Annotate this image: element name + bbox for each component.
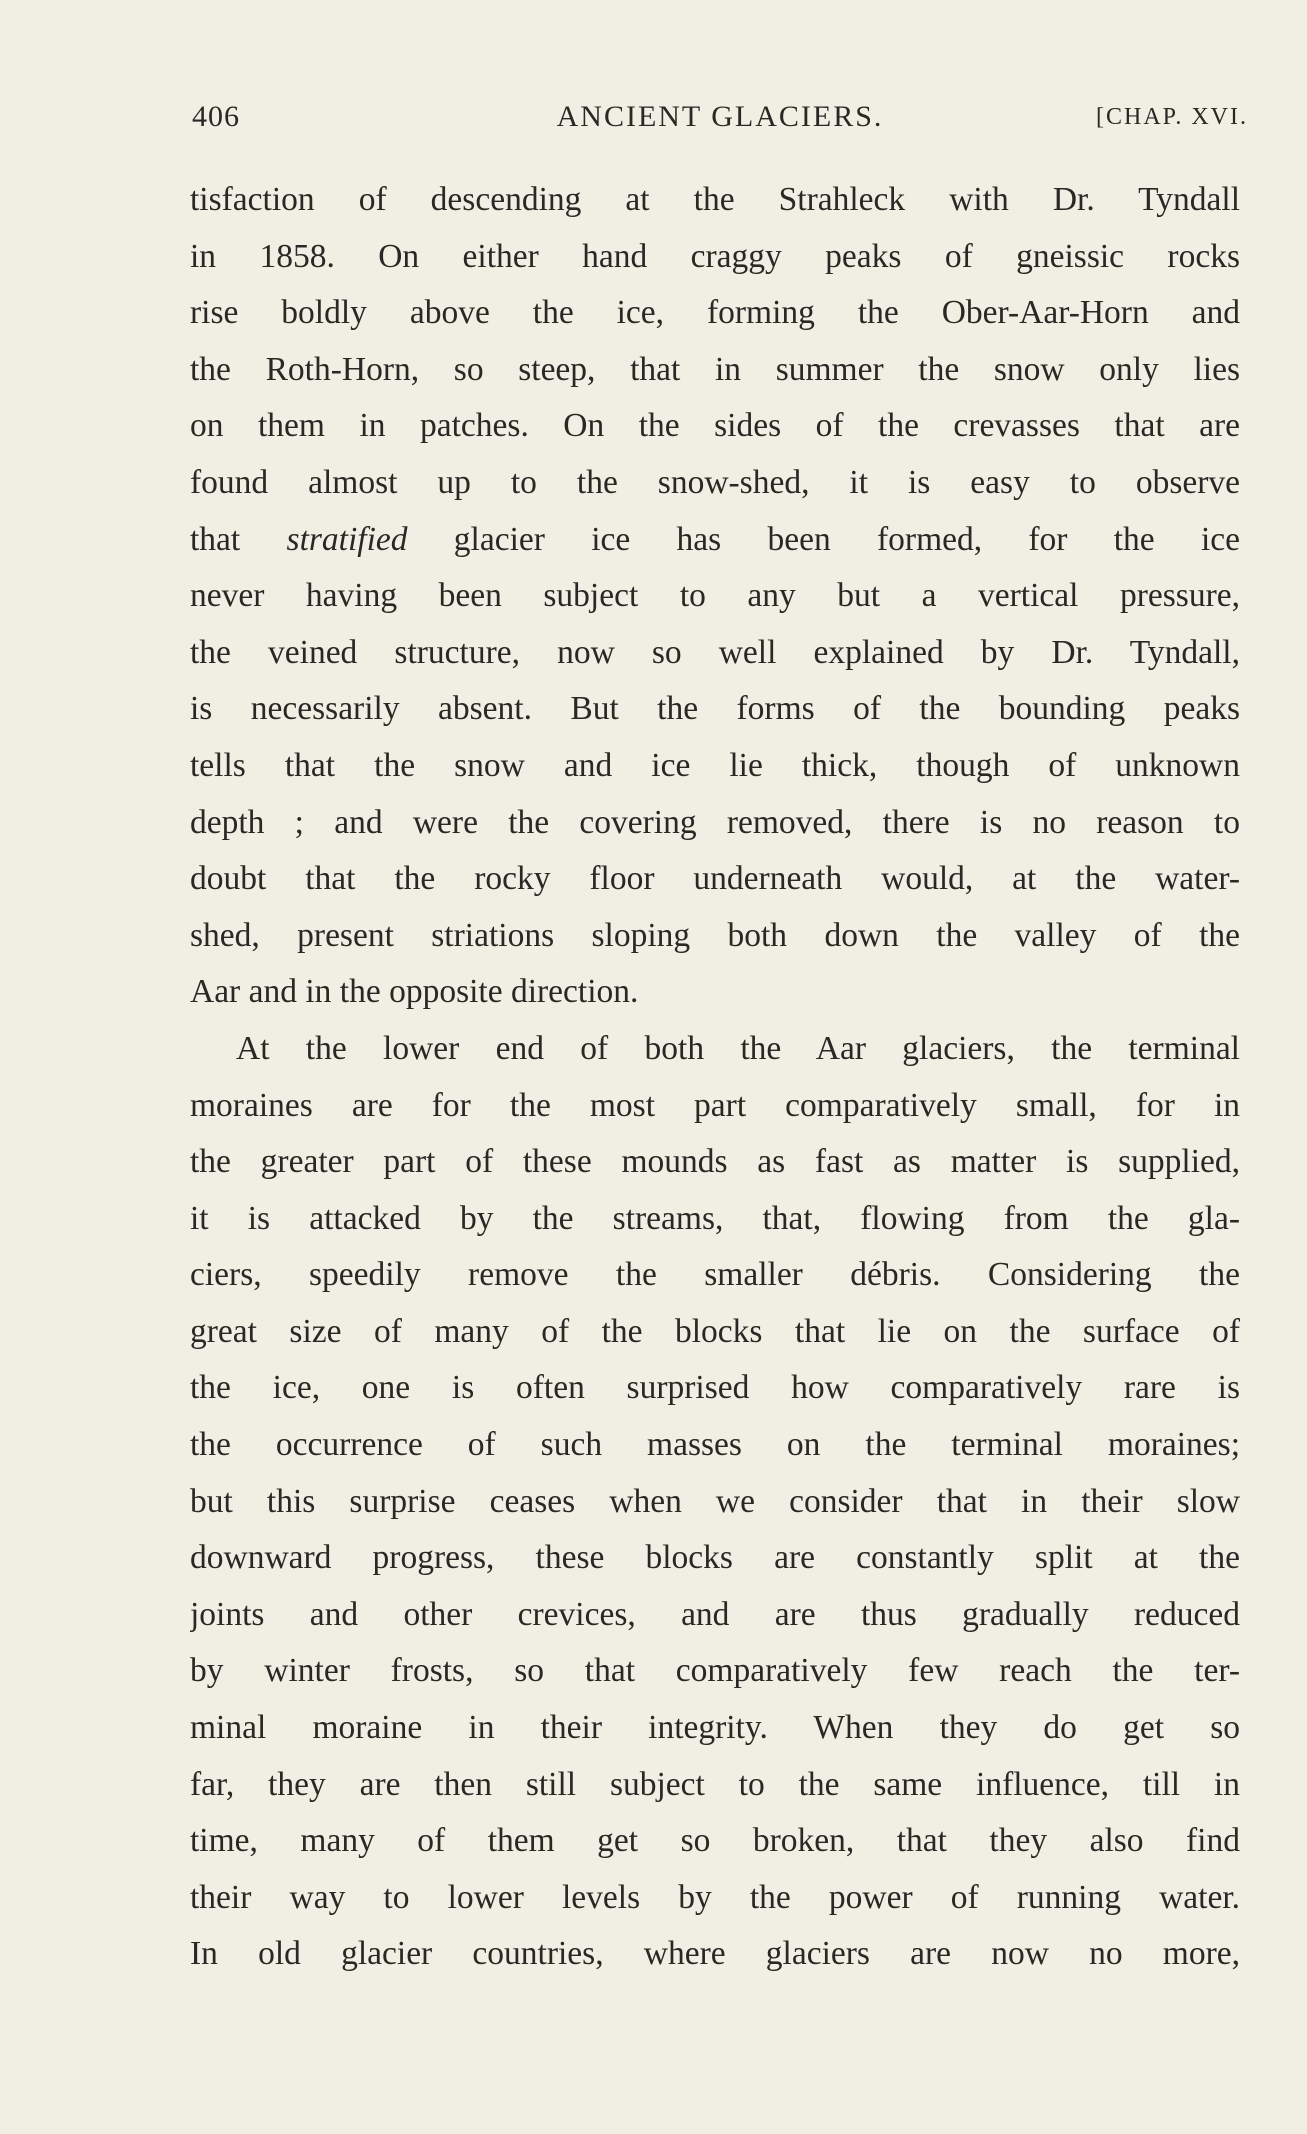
text-line: joints and other crevices, and are thus gradually reduced [190,1595,1240,1633]
paragraph-end-line: Aar and in the opposite direction. [190,973,639,1011]
page-number: 406 [192,100,240,133]
text-line: but this surprise ceases when we consider that in their slow [190,1482,1240,1520]
text-line: found almost up to the snow-shed, it is easy to observe [190,463,1240,501]
text-line: In old glacier countries, where glaciers are now no more, [190,1935,1240,1973]
text-line: the greater part of these mounds as fast as matter is supplied, [190,1143,1240,1181]
running-header [192,100,1248,144]
text-line: shed, present striations sloping both down the valley of the [190,916,1240,954]
chapter-label: [CHAP. XVI. [1095,104,1248,130]
text-line: the veined structure, now so well explained by Dr. Tyndall, [190,633,1240,671]
text-line: that stratified glacier ice has been formed, for the ice [190,520,1240,558]
text-line: tisfaction of descending at the Strahleck with Dr. Tyndall [190,181,1240,218]
running-title: ANCIENT GLACIERS. [556,100,884,133]
text-line: time, many of them get so broken, that they also find [190,1822,1240,1860]
text-line: ciers, speedily remove the smaller débris. Considering the [190,1256,1240,1294]
text-line: far, they are then still subject to the same influence, till in [190,1765,1240,1803]
text-line: the occurrence of such masses on the terminal moraines; [190,1426,1240,1464]
text-line: minal moraine in their integrity. When they do get so [190,1709,1240,1747]
text-line: the ice, one is often surprised how comparatively rare is [190,1369,1240,1407]
paragraph-start-line: At the lower end of both the Aar glaciers, the terminal [236,1029,1240,1067]
text-line: on them in patches. On the sides of the crevasses that are [190,407,1240,445]
text-line: by winter frosts, so that comparatively few reach the ter- [190,1652,1240,1690]
text-line: rise boldly above the ice, forming the Ober-Aar-Horn and [190,294,1240,332]
text-line: depth ; and were the covering removed, there is no reason to [190,803,1240,841]
text-line: is necessarily absent. But the forms of the bounding peaks [190,690,1240,728]
text-line: doubt that the rocky floor underneath would, at the water- [190,860,1240,898]
text-line: moraines are for the most part comparatively small, for in [190,1086,1240,1124]
text-line: never having been subject to any but a vertical pressure, [190,577,1240,615]
text-line: it is attacked by the streams, that, flowing from the gla- [190,1199,1240,1237]
italic-word: stratified [286,520,408,558]
text-line: in 1858. On either hand craggy peaks of gneissic rocks [190,237,1240,275]
text-line: the Roth-Horn, so steep, that in summer the snow only lies [190,350,1240,388]
text-line: tells that the snow and ice lie thick, though of unknown [190,746,1240,784]
text-line: great size of many of the blocks that lie on the surface of [190,1312,1240,1350]
text-line: their way to lower levels by the power of running water. [190,1878,1240,1916]
body-text [190,172,1240,1983]
text-line: downward progress, these blocks are constantly split at the [190,1539,1240,1577]
